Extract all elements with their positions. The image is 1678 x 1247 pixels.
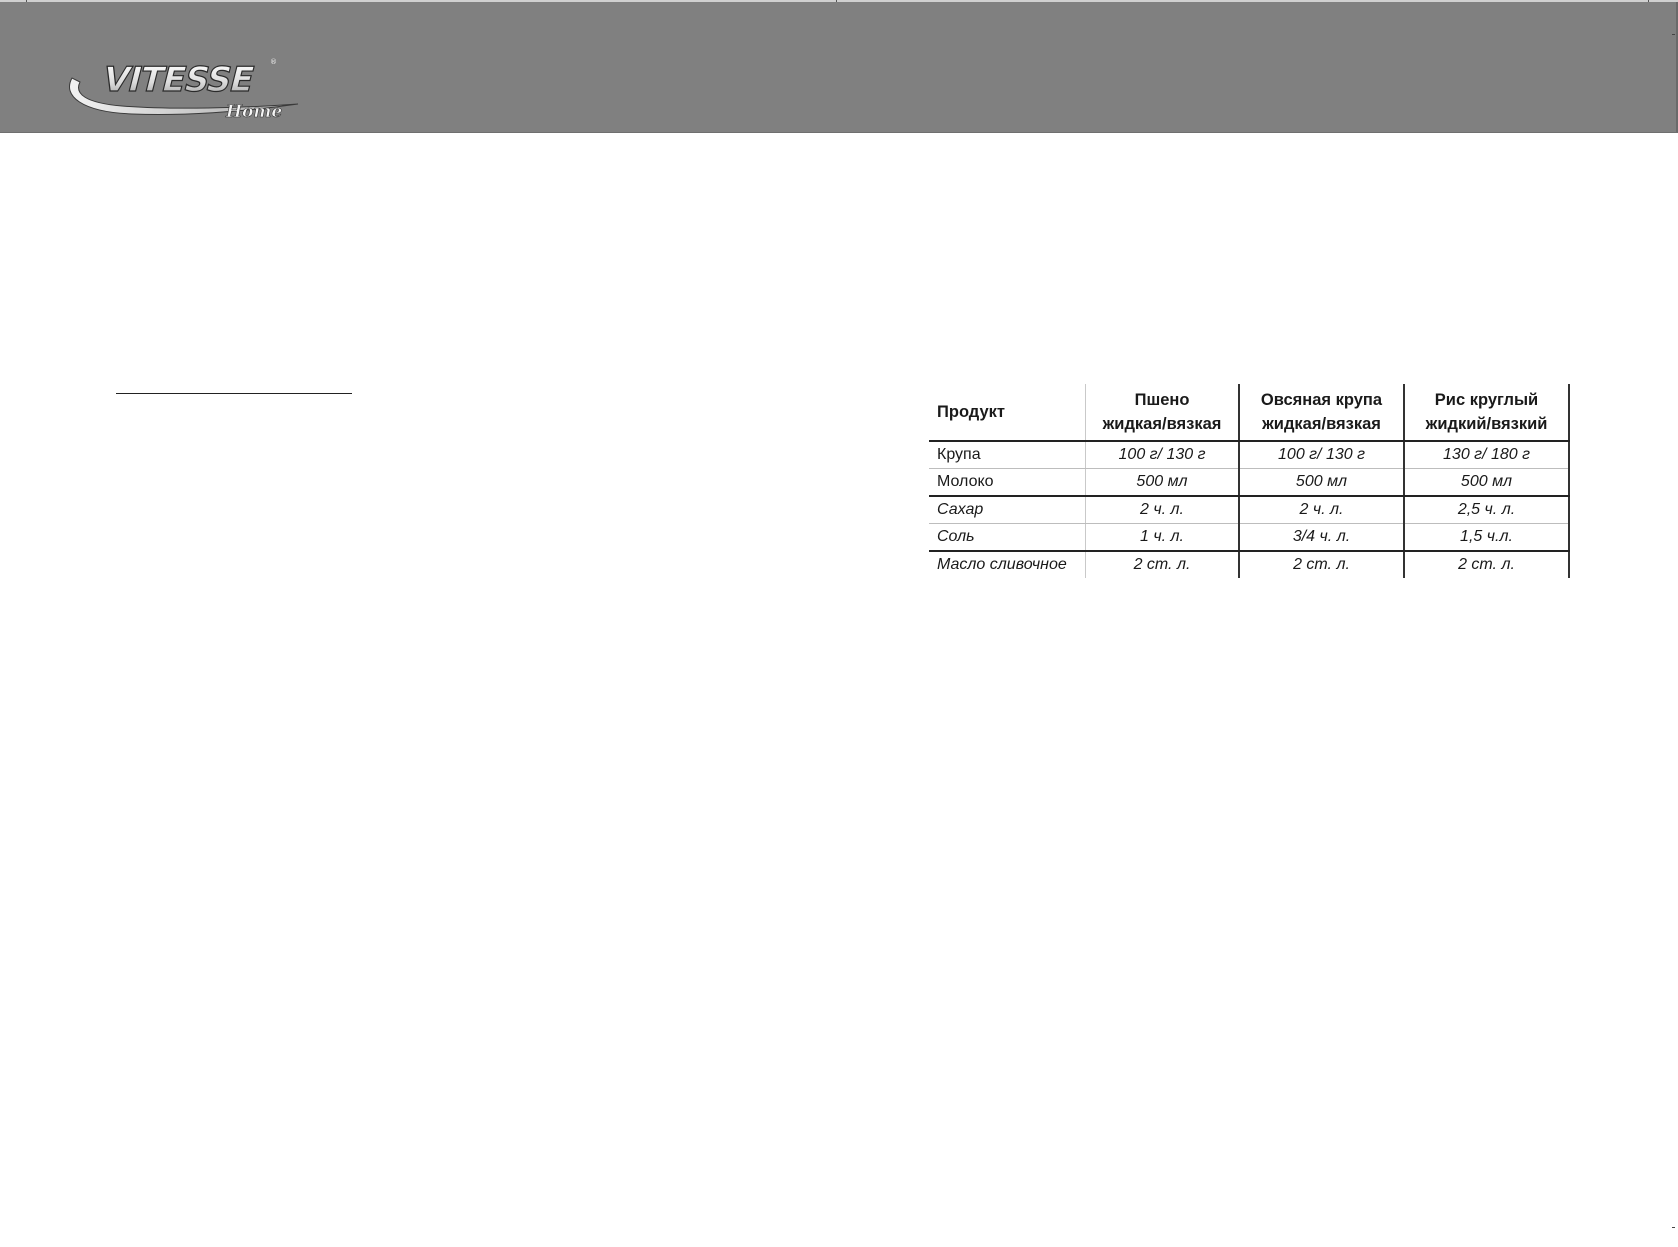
svg-text:VITESSE: VITESSE <box>98 60 258 100</box>
table-cell: 2 ст. л. <box>1239 551 1404 578</box>
row-label: Масло сливочное <box>929 551 1086 578</box>
table-header-row <box>929 384 1569 441</box>
header-band <box>0 2 1678 133</box>
row-label: Крупа <box>929 441 1086 469</box>
table-cell: 100 г/ 130 г <box>1239 441 1404 469</box>
table-row <box>929 469 1569 497</box>
table-cell: 2,5 ч. л. <box>1404 496 1569 524</box>
table-cell: 2 ст. л. <box>1404 551 1569 578</box>
column-header-oats: Овсяная крупа жидкая/вязкая <box>1239 384 1404 441</box>
row-label: Молоко <box>929 469 1086 497</box>
crop-mark <box>1672 34 1675 35</box>
table-cell: 2 ч. л. <box>1239 496 1404 524</box>
column-header-rice: Рис круглый жидкий/вязкий <box>1404 384 1569 441</box>
table-row <box>929 551 1569 578</box>
row-label: Сахар <box>929 496 1086 524</box>
svg-text:Home: Home <box>226 102 283 122</box>
table-cell: 1 ч. л. <box>1086 524 1240 552</box>
table-cell: 3/4 ч. л. <box>1239 524 1404 552</box>
table-cell: 130 г/ 180 г <box>1404 441 1569 469</box>
signature-line <box>116 393 352 394</box>
table-row <box>929 496 1569 524</box>
table-cell: 100 г/ 130 г <box>1086 441 1240 469</box>
table-cell: 500 мл <box>1086 469 1240 497</box>
table-row <box>929 524 1569 552</box>
vitesse-home-logo <box>62 54 304 126</box>
table-cell: 2 ч. л. <box>1086 496 1240 524</box>
column-header-millet: Пшено жидкая/вязкая <box>1086 384 1240 441</box>
svg-text:®: ® <box>270 58 277 66</box>
table-row <box>929 441 1569 469</box>
recipe-table <box>929 384 1570 578</box>
crop-mark <box>1672 1227 1675 1228</box>
row-label: Соль <box>929 524 1086 552</box>
table-cell: 500 мл <box>1239 469 1404 497</box>
column-header-product: Продукт <box>929 384 1086 441</box>
table-cell: 1,5 ч.л. <box>1404 524 1569 552</box>
table-cell: 500 мл <box>1404 469 1569 497</box>
table-cell: 2 ст. л. <box>1086 551 1240 578</box>
